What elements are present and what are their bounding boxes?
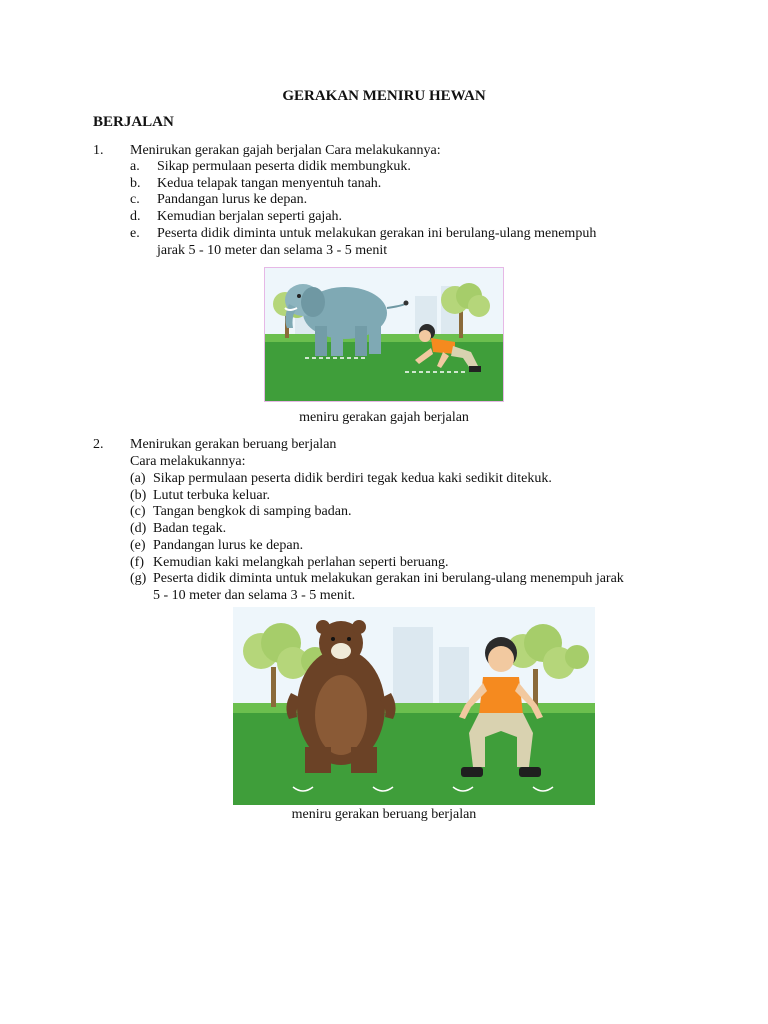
elephant-illustration	[264, 267, 504, 402]
item-intro: Menirukan gerakan beruang berjalan	[130, 437, 337, 452]
step-text: Badan tegak.	[153, 521, 227, 536]
item-number: 1.	[93, 143, 104, 158]
section-heading: BERJALAN	[93, 114, 174, 130]
item-number: 2.	[93, 437, 104, 452]
step-text: Kedua telapak tangan menyentuh tanah.	[157, 176, 382, 191]
step-marker: (e)	[130, 538, 146, 553]
step-text: Peserta didik diminta untuk melakukan gerakan ini berulang-ulang menempuh jarak	[153, 571, 624, 586]
step-marker: (b)	[130, 488, 147, 503]
step-text: Kemudian kaki melangkah perlahan seperti beruang.	[153, 555, 449, 570]
step-text: Tangan bengkok di samping badan.	[153, 504, 352, 519]
step-marker: (g)	[130, 571, 147, 586]
step-text: Peserta didik diminta untuk melakukan gerakan ini berulang-ulang menempuh	[157, 226, 597, 241]
step-marker: a.	[130, 159, 140, 174]
step-marker: c.	[130, 192, 140, 207]
step-text: Sikap permulaan peserta didik membungkuk.	[157, 159, 411, 174]
step-text: Lutut terbuka keluar.	[153, 488, 271, 503]
bear-illustration	[233, 607, 595, 805]
document-title: GERAKAN MENIRU HEWAN	[282, 88, 486, 104]
step-text-continuation: jarak 5 - 10 meter dan selama 3 - 5 menit	[157, 243, 388, 258]
step-text: Kemudian berjalan seperti gajah.	[157, 209, 343, 224]
step-marker: (a)	[130, 471, 146, 486]
step-text: Sikap permulaan peserta didik berdiri tegak kedua kaki sedikit ditekuk.	[153, 471, 552, 486]
figure-caption: meniru gerakan beruang berjalan	[291, 807, 477, 822]
item-intro-2: Cara melakukannya:	[130, 454, 246, 469]
step-text: Pandangan lurus ke depan.	[157, 192, 308, 207]
step-marker: (d)	[130, 521, 147, 536]
item-intro: Menirukan gerakan gajah berjalan Cara melakukannya:	[130, 143, 441, 158]
step-text-continuation: 5 - 10 meter dan selama 3 - 5 menit.	[153, 588, 356, 603]
step-marker: (c)	[130, 504, 146, 519]
figure-caption: meniru gerakan gajah berjalan	[299, 410, 469, 425]
step-marker: (f)	[130, 555, 144, 570]
step-marker: e.	[130, 226, 140, 241]
step-text: Pandangan lurus ke depan.	[153, 538, 304, 553]
step-marker: b.	[130, 176, 141, 191]
step-marker: d.	[130, 209, 141, 224]
